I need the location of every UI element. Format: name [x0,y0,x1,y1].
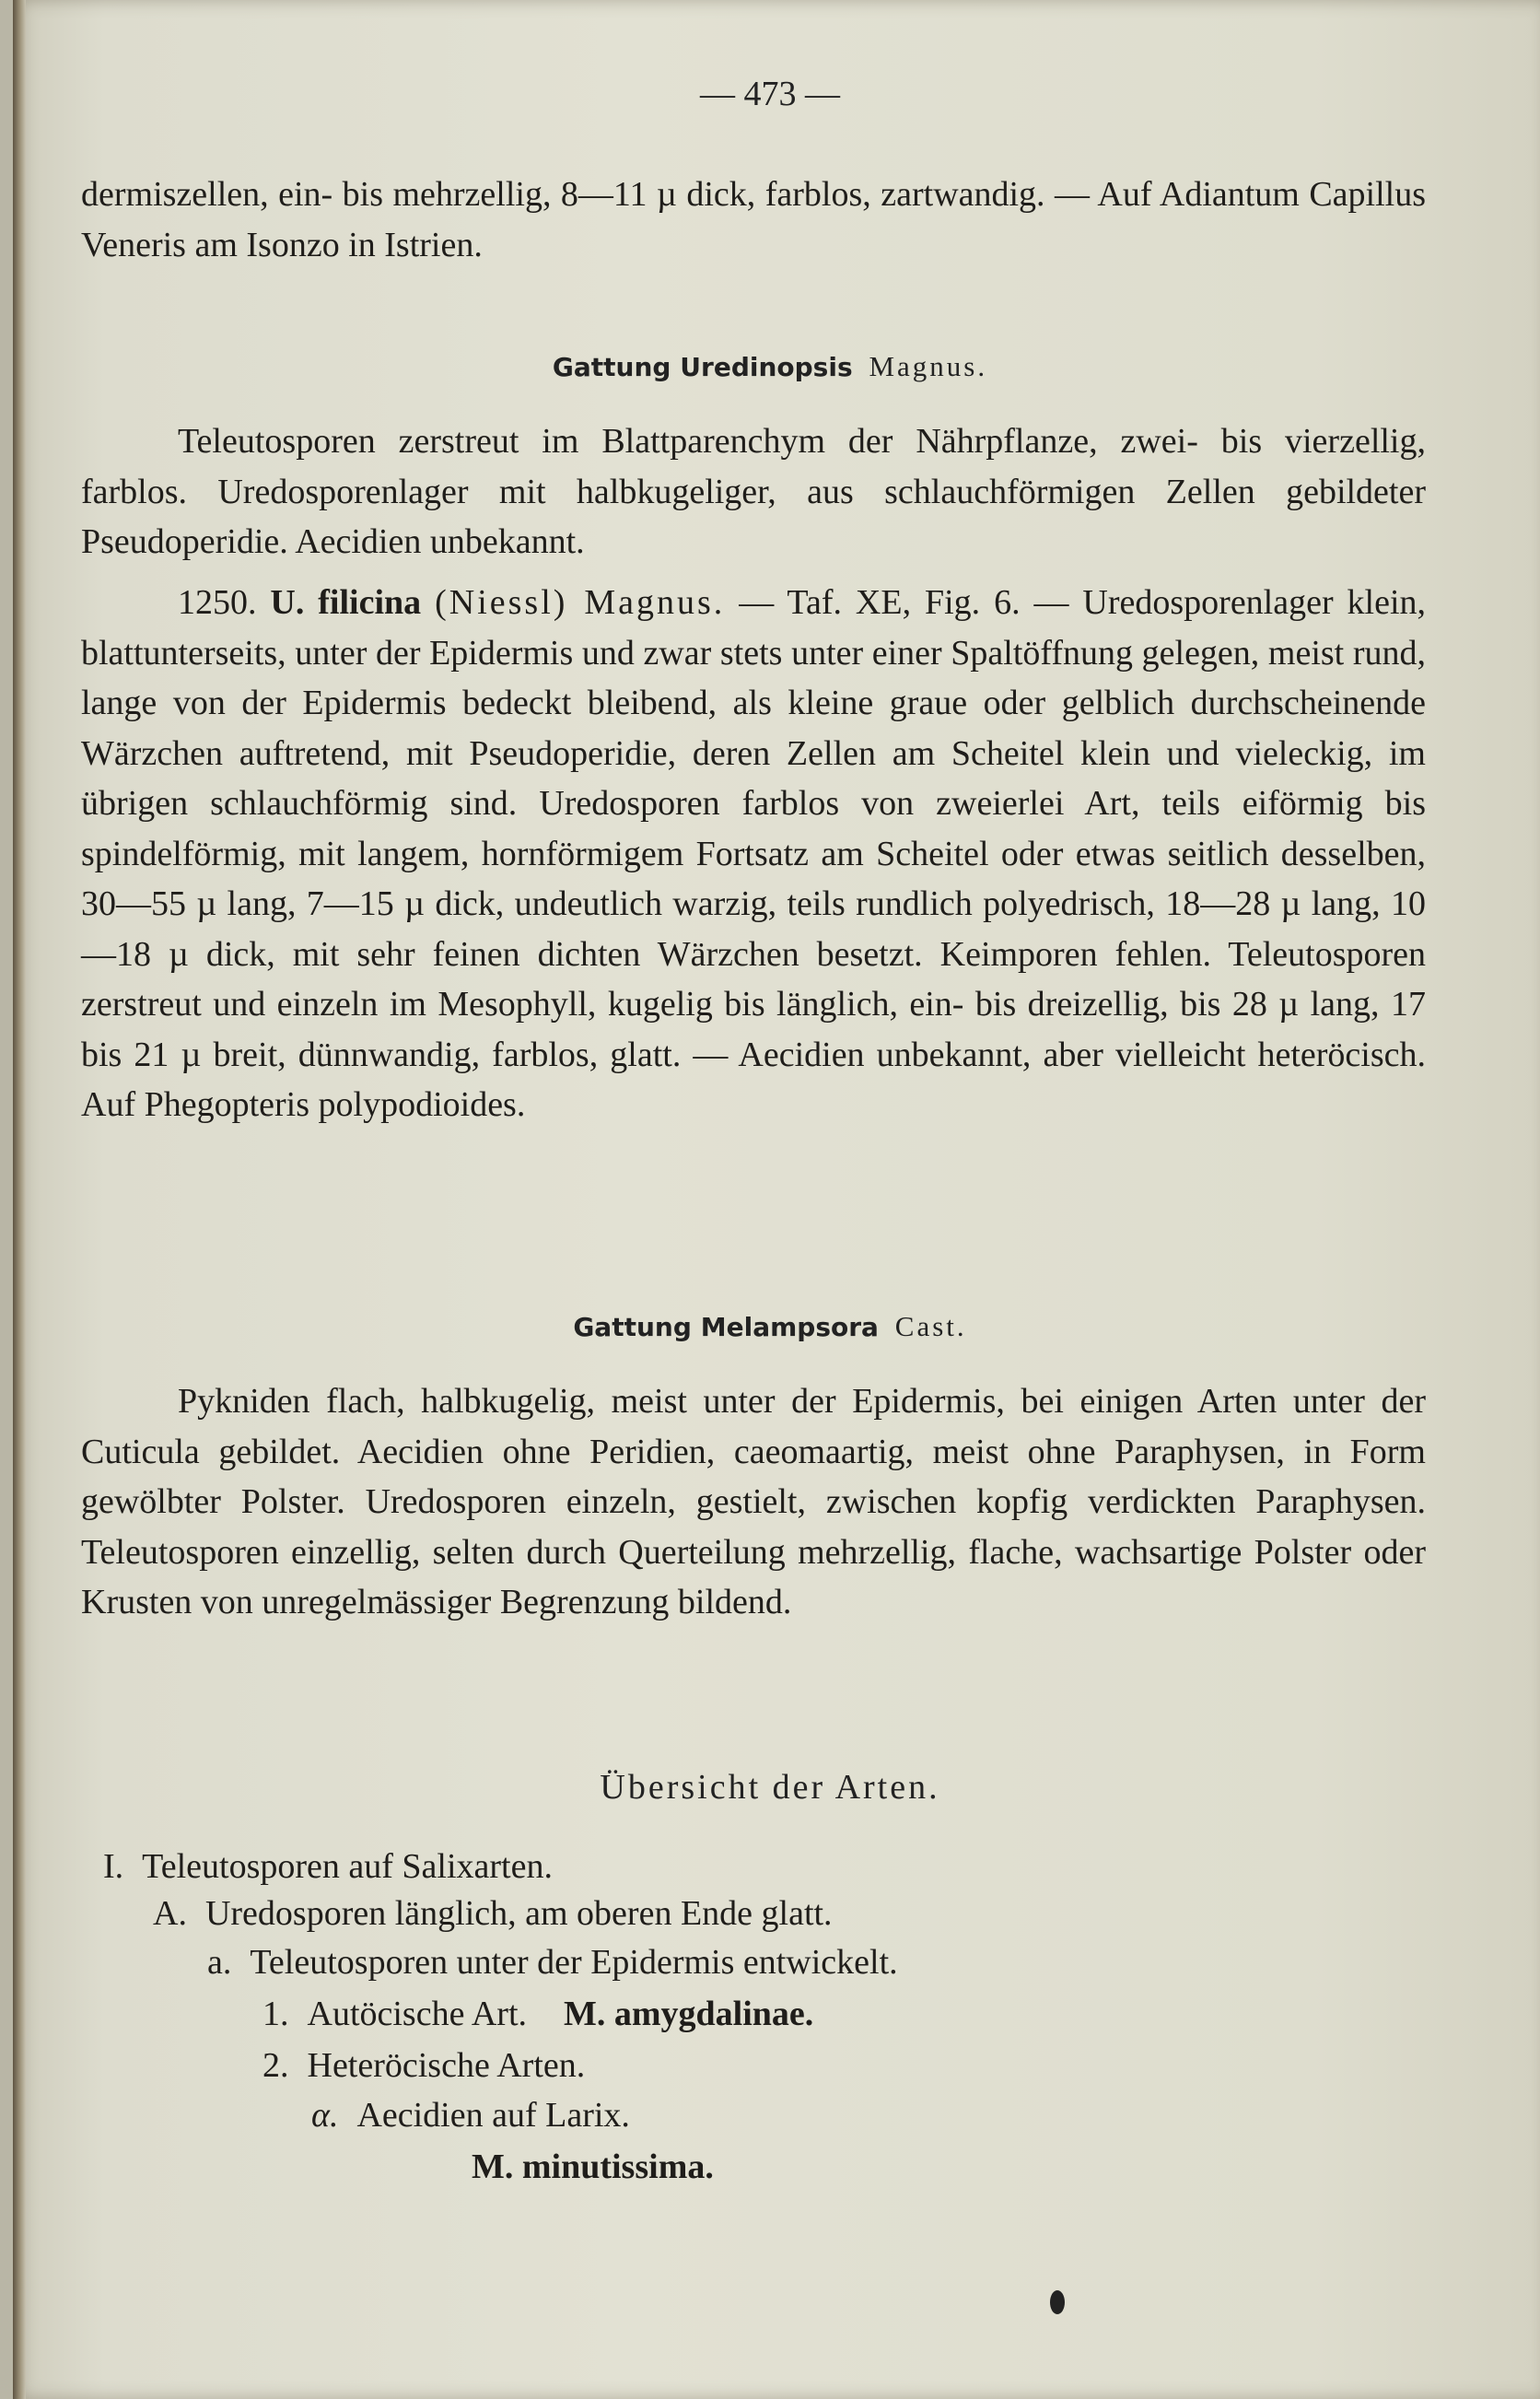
ink-blot [1050,2290,1065,2314]
genus-description-melampsora [81,1376,1426,1628]
key-text: Uredosporen länglich, am oberen Ende glatt. [204,1894,833,1933]
key-text: Teleutosporen unter der Epidermis entwickelt. [250,1943,898,1982]
genus-name: Melampsora [700,1312,879,1342]
key-line-4 [262,1994,813,2034]
continuation-text: dermiszellen, ein- bis mehrzellig, 8—11 µ dick, farblos, zartwandig. — Auf Adiantum Capillus Veneris am Isonzo in Istrien. [81,175,1426,264]
genus-author: Cast. [894,1310,967,1342]
species-number: 1250. [178,583,257,622]
key-marker: α. [311,2096,339,2135]
genus-description-uredinopsis [81,416,1426,568]
genus-description-text: Teleutosporen zerstreut im Blattparenchym der Nährpflanze, zwei- bis vierzellig, farblos. Uredosporenlager mit halbkugeliger, aus schlauchförmigen Zellen gebildeter Pseudoperidie. Aecidien unbekannt. [81,422,1426,561]
key-text: Teleutosporen auf Salixarten. [142,1847,553,1886]
species-entry [81,578,1426,1130]
genus-name: Uredinopsis [680,352,853,382]
genus-author: Magnus. [869,350,988,382]
key-line-3 [207,1942,898,1983]
genus-heading-melampsora [0,1310,1540,1343]
overview-title: Übersicht der Arten. [600,1768,940,1807]
key-species: M. amygdalinae. [564,1995,814,2033]
key-marker: 2. [262,2046,289,2085]
genus-label: Gattung [573,1312,692,1342]
key-line-6 [311,2095,630,2136]
key-line-2 [153,1893,833,1934]
key-marker: a. [207,1943,232,1982]
key-line-1 [103,1846,553,1887]
species-description: — Taf. XE, Fig. 6. — Uredosporenlager klein, blattunterseits, unter der Epidermis und zwar stets unter einer Spaltöffnung gelegen, meist rund, lange von der Epidermis bedeckt bleibend, als kleine graue oder gelblich durchscheinende Wärzchen auftretend, mit Pseudoperidie, deren Zellen am Scheitel klein und vieleckig, im übrigen schlauchförmig sind. Uredosporen farblos von zweierlei Art, teils eiförmig bis spindelförmig, mit langem, hornförmigem Fortsatz am Scheitel oder etwas seitlich desselben, 30—55 µ lang, 7—15 µ dick, undeutlich warzig, teils rundlich polyedrisch, 18—28 µ lang, 10—18 µ dick, mit sehr feinen dichten Wärzchen besetzt. Keimporen fehlen. Teleutosporen zerstreut und einzeln im Mesophyll, kugelig bis länglich, ein- bis dreizellig, bis 28 µ lang, 17 bis 21 µ breit, dünnwandig, farblos, glatt. — Aecidien unbekannt, aber vielleicht heteröcisch. Auf Phegopteris polypodioides. [81,583,1427,1124]
key-marker: I. [103,1847,124,1886]
key-species: M. minutissima. [472,2147,714,2186]
species-author: (Niessl) Magnus. [435,583,726,622]
key-text: Heteröcische Arten. [307,2046,586,2085]
key-line-7 [472,2147,714,2187]
key-text: Aecidien auf Larix. [356,2096,630,2135]
key-text: Autöcische Art. [307,1995,528,2033]
key-marker: A. [153,1894,187,1933]
page-number: — 473 — [700,75,840,113]
species-paragraph [81,578,1426,1130]
species-name: U. filicina [270,583,422,622]
key-marker: 1. [262,1995,289,2033]
genus-label: Gattung [552,352,671,382]
continuation-paragraph [81,170,1426,270]
genus-heading-uredinopsis [0,350,1540,383]
key-line-5 [262,2045,585,2086]
genus-description-text: Pykniden flach, halbkugelig, meist unter der Epidermis, bei einigen Arten unter der Cuticula gebildet. Aecidien ohne Peridien, caeomaartig, meist ohne Paraphysen, in Form gewölbter Polster. Uredosporen einzeln, gestielt, zwischen kopfig verdickten Paraphysen. Teleutosporen einzellig, selten durch Querteilung mehrzellig, flache, wachsartige Polster oder Krusten von unregelmässiger Begrenzung bildend. [81,1382,1426,1621]
